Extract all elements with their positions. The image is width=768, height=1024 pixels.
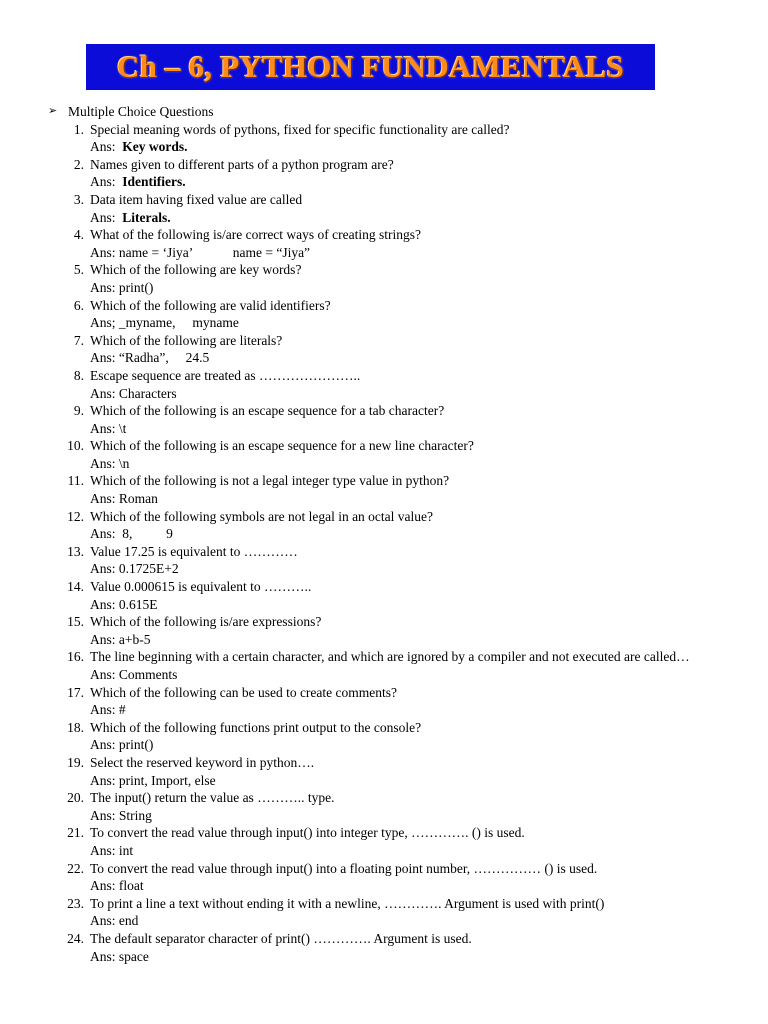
question-number: 9. — [73, 403, 84, 419]
answer-value: a+b-5 — [118, 631, 151, 647]
question-item — [48, 508, 690, 543]
answer-label: Ans: — [90, 491, 119, 507]
answer-value: _myname, myname — [118, 315, 239, 331]
answer-line — [90, 666, 690, 684]
answer-line — [90, 244, 690, 262]
answer-value: Comments — [118, 667, 178, 682]
question-text: Value 17.25 is equivalent to ………… — [90, 543, 298, 559]
answer-label: Ans: — [90, 420, 119, 436]
question-item — [48, 824, 690, 859]
answer-line — [90, 420, 690, 438]
question-text: The default separator character of print() …………. Argument is used. — [90, 930, 472, 946]
answer-value: String — [118, 807, 152, 823]
answer-label: Ans: — [90, 878, 119, 894]
question-number: 23. — [67, 895, 84, 911]
answer-line — [90, 490, 690, 508]
title-banner — [86, 44, 655, 90]
answer-label: Ans; — [90, 315, 119, 331]
question-number: 15. — [67, 614, 84, 630]
answer-line — [90, 877, 690, 895]
question-item — [48, 437, 690, 472]
answer-line — [90, 772, 690, 790]
question-item — [48, 191, 690, 226]
answer-value: space — [118, 948, 149, 964]
question-text: The line beginning with a certain character, and which are ignored by a compiler and not executed are called… — [90, 649, 690, 665]
question-number: 12. — [67, 508, 84, 524]
question-text: Special meaning words of pythons, fixed for specific functionality are called? — [90, 121, 510, 137]
answer-label: Ans: — [90, 350, 119, 366]
question-item — [48, 402, 690, 437]
answer-line — [90, 807, 690, 825]
question-item — [48, 860, 690, 895]
question-number: 22. — [67, 860, 84, 876]
question-text: Which of the following are literals? — [90, 332, 283, 348]
answer-value: print() — [118, 279, 154, 295]
question-text: Names given to different parts of a python program are? — [90, 156, 394, 172]
answer-line — [90, 385, 690, 403]
answer-value: \t — [118, 420, 127, 436]
question-number: 20. — [67, 790, 84, 806]
answer-label: Ans: — [90, 139, 123, 155]
answer-value: int — [118, 842, 134, 858]
answer-value: float — [118, 878, 144, 894]
question-text: The input() return the value as ……….. type. — [90, 790, 335, 806]
answer-label: Ans: — [90, 244, 119, 260]
question-text: Which of the following functions print output to the console? — [90, 719, 422, 735]
answer-label: Ans: — [90, 561, 119, 577]
question-text: To convert the read value through input() into integer type, …………. () is used. — [90, 825, 525, 841]
question-text: Which of the following is an escape sequence for a tab character? — [90, 403, 445, 419]
answer-label: Ans: — [90, 948, 119, 964]
question-number: 5. — [73, 262, 84, 278]
arrow-bullet-icon: ➢ — [48, 105, 58, 117]
question-number: 19. — [67, 754, 84, 770]
answer-value: # — [118, 702, 126, 718]
question-item — [48, 613, 690, 648]
answer-line — [90, 455, 690, 473]
answer-line — [90, 349, 690, 367]
answer-label: Ans: — [90, 667, 119, 682]
question-text: Which of the following are valid identifiers? — [90, 297, 331, 313]
answer-value: “Radha”, 24.5 — [118, 350, 210, 366]
answer-line — [90, 525, 690, 543]
answer-line — [90, 912, 690, 930]
question-item — [48, 261, 690, 296]
answer-value: name = ‘Jiya’ name = “Jiya” — [118, 244, 311, 260]
question-number: 17. — [67, 684, 84, 700]
question-text: Escape sequence are treated as ………………….. — [90, 367, 361, 383]
answer-line — [90, 631, 690, 649]
question-number: 14. — [67, 579, 84, 595]
answer-label: Ans: — [90, 596, 119, 612]
answer-value: \n — [118, 455, 130, 471]
question-item — [48, 332, 690, 367]
page-title: Ch – 6, PYTHON FUNDAMENTALS — [117, 49, 624, 84]
answer-line — [90, 596, 690, 614]
question-text: What of the following is/are correct ways of creating strings? — [90, 227, 422, 243]
question-text: Which of the following is not a legal integer type value in python? — [90, 473, 450, 489]
answer-label: Ans: — [90, 209, 123, 225]
question-text: Which of the following symbols are not legal in an octal value? — [90, 508, 434, 524]
question-number: 2. — [73, 156, 84, 172]
question-text: Which of the following can be used to create comments? — [90, 684, 398, 700]
question-item — [48, 226, 690, 261]
answer-label: Ans: — [90, 807, 119, 823]
question-list — [48, 121, 690, 966]
answer-line — [90, 314, 690, 332]
answer-value: 8, 9 — [122, 526, 173, 542]
question-item — [48, 472, 690, 507]
question-text: Select the reserved keyword in python…. — [90, 754, 315, 770]
question-text: Which of the following is an escape sequence for a new line character? — [90, 438, 474, 454]
answer-value: 0.615E — [118, 596, 158, 612]
question-text: Value 0.000615 is equivalent to ……….. — [90, 579, 312, 595]
question-item — [48, 297, 690, 332]
answer-line — [90, 842, 690, 860]
question-item — [48, 930, 690, 965]
answer-value: Literals. — [122, 209, 171, 225]
answer-value: Identifiers. — [122, 174, 186, 190]
question-number: 10. — [67, 438, 84, 454]
question-text: Data item having fixed value are called — [90, 191, 303, 207]
question-item — [48, 754, 690, 789]
answer-line — [90, 701, 690, 719]
answer-value: Roman — [118, 491, 158, 507]
answer-label: Ans: — [90, 772, 119, 788]
question-number: 13. — [67, 543, 84, 559]
question-item — [48, 543, 690, 578]
section-heading — [48, 103, 690, 121]
answer-label: Ans: — [90, 455, 119, 471]
answer-label: Ans: — [90, 913, 119, 929]
answer-line — [90, 279, 690, 297]
answer-line — [90, 948, 690, 966]
section-heading-text: Multiple Choice Questions — [68, 104, 214, 119]
answer-label: Ans: — [90, 631, 119, 647]
question-number: 16. — [67, 649, 84, 665]
answer-label: Ans: — [90, 737, 119, 753]
question-text: To print a line a text without ending it with a newline, …………. Argument is used with print() — [90, 895, 605, 911]
answer-label: Ans: — [90, 174, 123, 190]
question-number: 18. — [67, 719, 84, 735]
question-item — [48, 578, 690, 613]
question-item — [48, 719, 690, 754]
question-item — [48, 121, 690, 156]
answer-label: Ans: — [90, 842, 119, 858]
answer-line — [90, 209, 690, 227]
answer-value: print, Import, else — [118, 772, 216, 788]
question-number: 1. — [73, 121, 84, 137]
answer-value: 0.1725E+2 — [118, 561, 179, 577]
answer-label: Ans: — [90, 385, 119, 401]
question-item — [48, 648, 690, 683]
question-number: 8. — [73, 367, 84, 383]
answer-line — [90, 173, 690, 191]
answer-label: Ans: — [90, 279, 119, 295]
question-number: 24. — [67, 930, 84, 946]
question-text: To convert the read value through input() into a floating point number, …………… () is used. — [90, 860, 598, 876]
question-item — [48, 684, 690, 719]
answer-label: Ans: — [90, 702, 119, 718]
question-number: 21. — [67, 825, 84, 841]
question-number: 7. — [73, 332, 84, 348]
question-number: 3. — [73, 191, 84, 207]
answer-label: Ans: — [90, 526, 123, 542]
answer-value: Key words. — [122, 139, 188, 155]
question-number: 6. — [73, 297, 84, 313]
question-item — [48, 156, 690, 191]
answer-line — [90, 736, 690, 754]
answer-value: Characters — [118, 385, 177, 401]
question-item — [48, 367, 690, 402]
mcq-section — [48, 103, 690, 965]
question-number: 4. — [73, 227, 84, 243]
answer-line — [90, 138, 690, 156]
answer-value: end — [118, 913, 139, 929]
question-number: 11. — [67, 473, 84, 489]
answer-line — [90, 560, 690, 578]
answer-value: print() — [118, 737, 154, 753]
question-item — [48, 789, 690, 824]
question-text: Which of the following are key words? — [90, 262, 302, 278]
question-text: Which of the following is/are expressions? — [90, 614, 322, 630]
question-item — [48, 895, 690, 930]
